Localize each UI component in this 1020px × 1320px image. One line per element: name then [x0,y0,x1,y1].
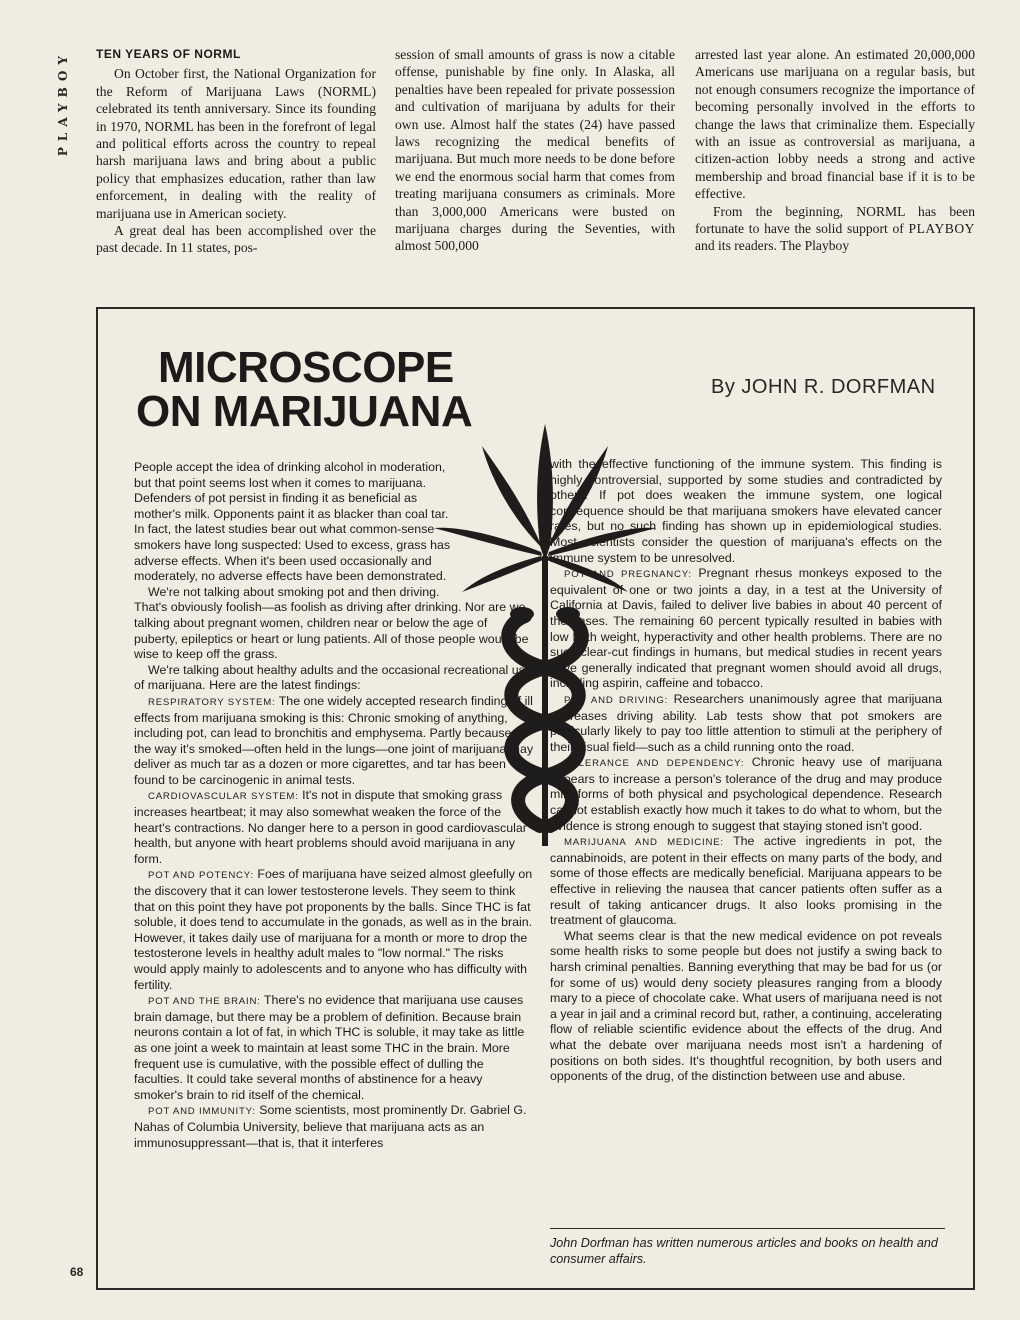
article-paragraph: CARDIOVASCULAR SYSTEM: It's not in dispute that smoking grass increases heartbeat; it may also somewhat weaken the force of the heart's contractions. No danger here to a person in good cardiovascular health, but anyone with heart problems should avoid marijuana in any form. [134,788,527,866]
article-paragraph: We're talking about healthy adults and the occasional recreational use of marijuana. Here are the latest findings: [134,662,532,693]
section-kicker: POT AND PREGNANCY: [564,569,692,581]
section-kicker: POT AND DRIVING: [564,694,669,706]
normal-paragraph: From the beginning, NORML has been fortunate to have the solid support of PLAYBOY and its readers. The Playboy [695,203,975,254]
section-kicker: TOLERANCE AND DEPENDENCY: [564,758,745,770]
normal-column-3 [695,46,975,255]
normal-paragraph: A great deal has been accomplished over the past decade. In 11 states, pos- [96,223,376,256]
author-note: John Dorfman has written numerous articles and books on health and consumer affairs. [550,1228,945,1267]
article-paragraph: RESPIRATORY SYSTEM: The one widely accepted research finding of ill effects from marijuana smoking is this: Chronic smoking of anything, including pot, can lead to bronchitis and emphysema. Partly because of the way it's smoked—often held in the lungs—one joint of marijuana may deliver as much tar as a dozen or more cigarettes, and tar has been found to be carcinogenic in animal tests. [134,693,534,787]
article-paragraph: POT AND PREGNANCY: Pregnant rhesus monkeys exposed to the equivalent of one or two joints a day, in a test at the University of California at Davis, failed to deliver live babies in about 40 percent of the cases. The remaining 60 percent typically resulted in babies with low birth weight, hyperactivity and other health problems. There are no such clear-cut findings in humans, but medical studies in recent years have generally indicated that pregnant women should avoid all drugs, including aspirin, caffeine and tobacco. [550,566,942,691]
section-kicker: MARIJUANA AND MEDICINE: [564,837,724,849]
section-kicker: CARDIOVASCULAR SYSTEM: [148,791,299,803]
article-paragraph: MARIJUANA AND MEDICINE: The active ingredients in pot, the cannabinoids, are potent in their effects on many parts of the body, and some of those effects are medically beneficial. Marijuana appears to be effective in relieving the nausea that cancer patients often suffer as a result of taking anticancer drugs. It also looks promising in the treatment of glaucoma. [550,834,942,928]
normal-column-2 [395,46,675,255]
article-paragraph: POT AND DRIVING: Researchers unanimously agree that marijuana decreases driving ability. Lab tests show that pot smokers are particularly likely to pay too little attention to stimuli at the periphery of their visual field—such as a child running onto the road. [550,691,942,754]
section-kicker: POT AND THE BRAIN: [148,996,261,1008]
article-right-column [550,457,942,1085]
feature-title: MICROSCOPE ON MARIJUANA [136,343,473,436]
byline: By JOHN R. DORFMAN [711,376,936,398]
article-paragraph: TOLERANCE AND DEPENDENCY: Chronic heavy use of marijuana appears to increase a person's tolerance of the drug and may produce mild forms of both physical and psychological dependence. Research cannot establish exactly how much it takes to do what to whom, but the evidence is strong enough to suggest that staying stoned isn't good. [550,755,942,833]
normal-heading: TEN YEARS OF NORML [96,47,241,61]
article-left-column [134,460,534,1151]
section-kicker: RESPIRATORY SYSTEM: [148,696,276,708]
article-paragraph: What seems clear is that the new medical evidence on pot reveals some health risks to some people but does not justify a swing back to harsh criminal penalties. Banning everything that may be bad for us (or for some of us) would deny society pleasures ranging from a bloody mary to a piece of chocolate cake. What users of marijuana need is not a year in jail and a criminal record but, rather, a continuing, accelerating flow of reliable scientific evidence about the effects of the drug. And what the debate over marijuana needs most isn't a hardening of positions on both sides. It's thoughtful recognition, by both users and opponents of the drug, of the distinction between use and abuse. [550,928,942,1084]
article-paragraph: with the effective functioning of the immune system. This finding is highly controversial, supported by some studies and contradicted by others. If pot does weaken the immune system, one logical consequence should be that marijuana smokers have elevated cancer rates, but no such finding has shown up in epidemiological studies. Most scientists consider the question of marijuana's effects on the immune system to be unresolved. [550,457,942,565]
article-paragraph: POT AND POTENCY: Foes of marijuana have seized almost gleefully on the discovery that it can lower testosterone levels. They seem to think that on this point they have pot proponents by the balls. Since THC is fat soluble, it does tend to accumulate in the gonads, as well as in the brain. However, it takes daily use of marijuana for a month or more to drop the testosterone levels in healthy adult males to "low normal." The risks would apply mainly to adolescents and to anyone who has difficulty with fertility. [134,867,533,992]
article-paragraph: People accept the idea of drinking alcohol in moderation, but that point seems lost when it comes to marijuana. Defenders of pot persist in finding it as beneficial as mother's milk. Opponents paint it as blacker than coal tar. In fact, the latest studies bear out what common-sense smokers have long suspected: Used to excess, grass has adverse effects. When it's been used occasionally and moderately, no adverse effects have been demonstrated. [134,460,451,584]
section-kicker: POT AND IMMUNITY: [148,1106,256,1118]
normal-paragraph: session of small amounts of grass is now a citable offense, punishable by fine only. In Alaska, all penalties have been repealed for private possession and cultivation of marijuana by adults for their own use. Almost half the states (24) have passed laws recognizing the medical benefits of marijuana. But much more needs to be done before we end the enormous social harm that comes from treating marijuana consumers as criminals. More than 3,000,000 Americans were busted on marijuana charges during the Seventies, with almost 500,000 [395,47,675,254]
article-paragraph: We're not talking about smoking pot and then driving. That's obviously foolish—as foolish as driving after drinking. Nor are we talking about pregnant women, children near or below the age of puberty, epileptics or heart or lung patients. All of those people would be wise to keep off the grass. [134,584,529,662]
page-number: 68 [70,1265,84,1279]
article-paragraph: POT AND THE BRAIN: There's no evidence that marijuana use causes brain damage, but there may be a problem of definition. Because brain neurons contain a lot of fat, in which THC is soluble, it may take as little as one joint a week to maintain at least some THC in the brain. More frequent use is cumulative, with the possible effect of dulling the faculties. It could take several months of abstinence for a heavy smoker's brain to rid itself of the chemical. [134,993,525,1102]
magazine-running-head: PLAYBOY [56,50,70,157]
article-paragraph: POT AND IMMUNITY: Some scientists, most prominently Dr. Gabriel G. Nahas of Columbia University, believe that marijuana acts as an immunosuppressant—that is, that it interferes [134,1103,527,1150]
normal-paragraph: On October first, the National Organization for the Reform of Marijuana Laws (NORML) celebrated its tenth anniversary. Since its founding in 1970, NORML has been in the forefront of legal and political efforts across the country to repeal harsh marijuana laws and bring about a public policy that emphasizes education, rather than law enforcement, in dealing with the reality of marijuana use in American society. [96,66,376,221]
normal-paragraph: arrested last year alone. An estimated 20,000,000 Americans use marijuana on a regular basis, but not enough consumers recognize the importance of becoming personally involved in the efforts to change the laws that criminalize them. Especially with an issue as controversial as marijuana, a citizen-action lobby needs a strong and active membership and broad financial base if it is to be effective. [695,47,975,202]
normal-column-1 [96,46,376,257]
section-kicker: POT AND POTENCY: [148,870,254,882]
